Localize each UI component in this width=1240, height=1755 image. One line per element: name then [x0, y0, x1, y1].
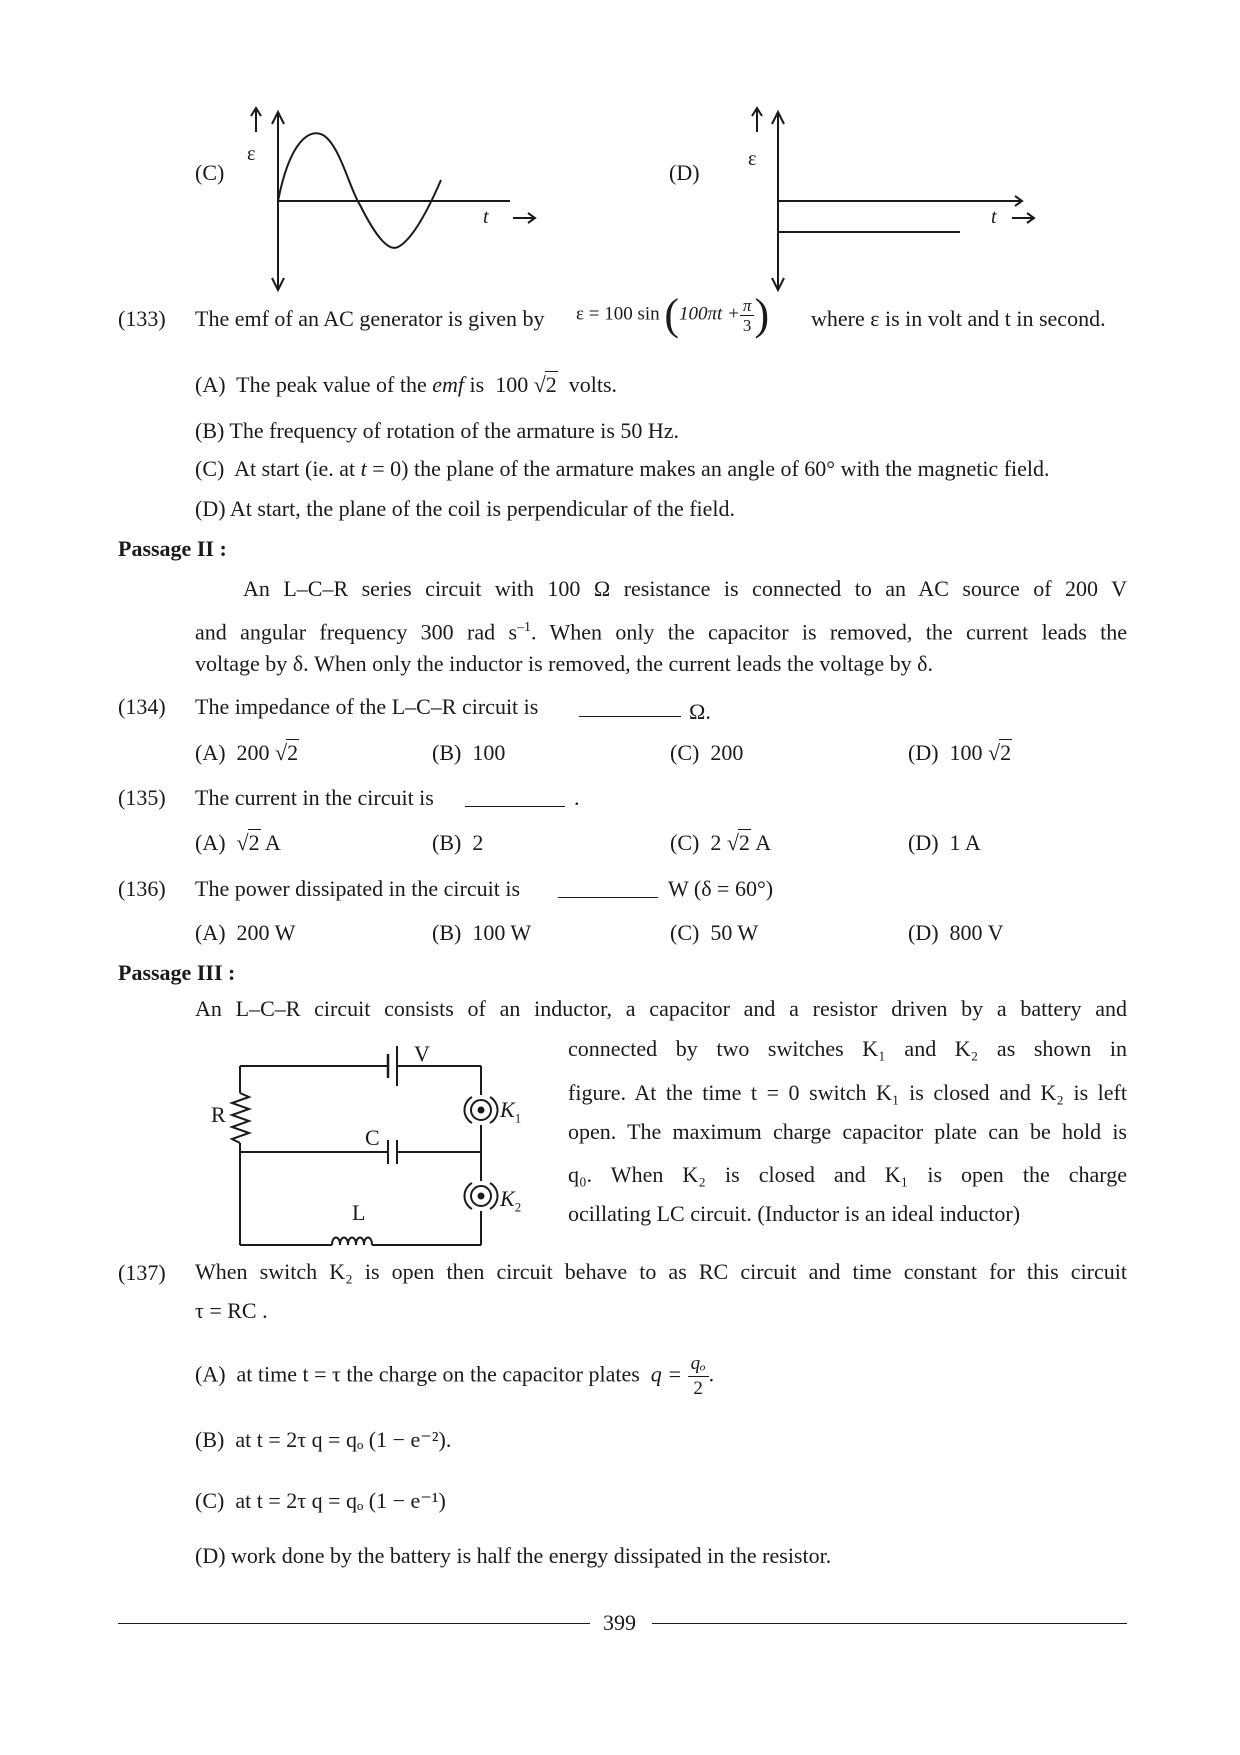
q136-text: The power dissipated in the circuit is — [195, 876, 521, 901]
circuit-label-c: C — [365, 1125, 380, 1150]
q137-option-a: (A) at time t = τ the charge on the capacitor plates q = $\frac{\text{qₒ}}{2}$ . — [195, 1353, 715, 1399]
passage-3-intro: An L–C–R circuit consists of an inductor, a capacitor and a resistor driven by a battery and — [195, 996, 1127, 1021]
q134-option-b: (B) 100 — [432, 740, 506, 765]
q137-number: (137) — [118, 1260, 166, 1285]
q133-lead: The emf of an AC generator is given by — [195, 306, 545, 331]
q135-option-b: (B) 2 — [432, 830, 484, 855]
passage-2-line-1: An L–C–R series circuit with 100 Ω resistance is connected to an AC source of 200 V — [243, 576, 1127, 601]
passage-2-line-3: voltage by δ. When only the inductor is removed, the current leads the voltage by δ. — [195, 651, 933, 676]
circuit-label-k2: $K_2$ — [500, 1186, 522, 1215]
q137-option-c: (C) at t = 2τ q = qₒ (1 − e⁻¹) — [195, 1488, 446, 1513]
q134-unit: Ω. — [689, 699, 711, 724]
q136-unit: W (δ = 60°) — [668, 876, 774, 901]
graph-d-label: (D) — [669, 160, 700, 185]
q136-option-d: (D) 800 V — [908, 920, 1004, 945]
q133-equation: ε = 100 sin (100πt + $\frac{\pi}{3}$ ) — [576, 290, 770, 339]
q137-option-b: (B) at t = 2τ q = qₒ (1 − e⁻²). — [195, 1427, 452, 1452]
q133-tail: where ε is in volt and t in second. — [811, 306, 1106, 331]
q135-option-d: (D) 1 A — [908, 830, 981, 855]
passage-3-side-5: ocillating LC circuit. (Inductor is an ideal inductor) — [568, 1201, 1021, 1226]
q133-option-b: (B) The frequency of rotation of the armature is 50 Hz. — [195, 418, 680, 443]
passage-3-title: Passage III : — [118, 960, 236, 985]
circuit-label-r: R — [211, 1102, 226, 1127]
q134-option-d: (D) 100 √2 — [908, 740, 1012, 765]
q137-line-2: τ = RC . — [195, 1298, 268, 1323]
graph-d-xlabel: t — [991, 206, 997, 228]
graph-d-ylabel: ε — [748, 148, 757, 170]
q136-option-c: (C) 50 W — [670, 920, 759, 945]
circuit-label-l: L — [352, 1200, 366, 1225]
q133-option-a: (A) The peak value of the emf is 100 √2 volts. — [195, 372, 618, 397]
q136-option-b: (B) 100 W — [432, 920, 532, 945]
graph-c-ylabel: ε — [247, 143, 256, 165]
q134-option-c: (C) 200 — [670, 740, 744, 765]
q134-option-a: (A) 200 √2 — [195, 740, 299, 765]
q135-number: (135) — [118, 785, 166, 810]
q134-number: (134) — [118, 694, 166, 719]
q133-option-d: (D) At start, the plane of the coil is perpendicular of the field. — [195, 496, 736, 521]
footer-rule-left — [118, 1623, 590, 1624]
q136-option-a: (A) 200 W — [195, 920, 296, 945]
graph-c-label: (C) — [195, 160, 225, 185]
passage-3-side-1: connected by two switches K₁ and K₂ as shown in — [568, 1036, 1127, 1061]
circuit-label-v: V — [414, 1041, 430, 1066]
q135-end: . — [574, 785, 580, 810]
q135-option-c: (C) 2 √2 A — [670, 830, 772, 855]
q137-option-d: (D) work done by the battery is half the energy dissipated in the resistor. — [195, 1543, 832, 1568]
passage-2-title: Passage II : — [118, 536, 227, 561]
q135-text: The current in the circuit is — [195, 785, 434, 810]
passage-2-line-2: and angular frequency 300 rad $s^{-1}$. When only the capacitor is removed, the current leads the — [195, 619, 1127, 645]
q137-line-1: When switch K₂ is open then circuit behave to as RC circuit and time constant for this circuit — [195, 1259, 1127, 1284]
q135-option-a: (A) √2 A — [195, 830, 281, 855]
page-number: 399 — [603, 1610, 636, 1635]
footer-rule-right — [652, 1623, 1127, 1624]
q133-number: (133) — [118, 306, 166, 331]
q134-text: The impedance of the L–C–R circuit is — [195, 694, 539, 719]
graph-c-xlabel: t — [483, 206, 489, 228]
q136-number: (136) — [118, 876, 166, 901]
passage-3-side-4: q₀. When K₂ is closed and K₁ is open the charge — [568, 1162, 1127, 1187]
passage-3-side-3: open. The maximum charge capacitor plate can be hold is — [568, 1119, 1127, 1144]
q133-option-c: (C) At start (ie. at t = 0) the plane of the armature makes an angle of 60° with the magnetic field. — [195, 456, 1050, 481]
circuit-label-k1: $K_1$ — [500, 1097, 522, 1126]
passage-3-side-2: figure. At the time t = 0 switch K₁ is closed and K₂ is left — [568, 1080, 1127, 1105]
